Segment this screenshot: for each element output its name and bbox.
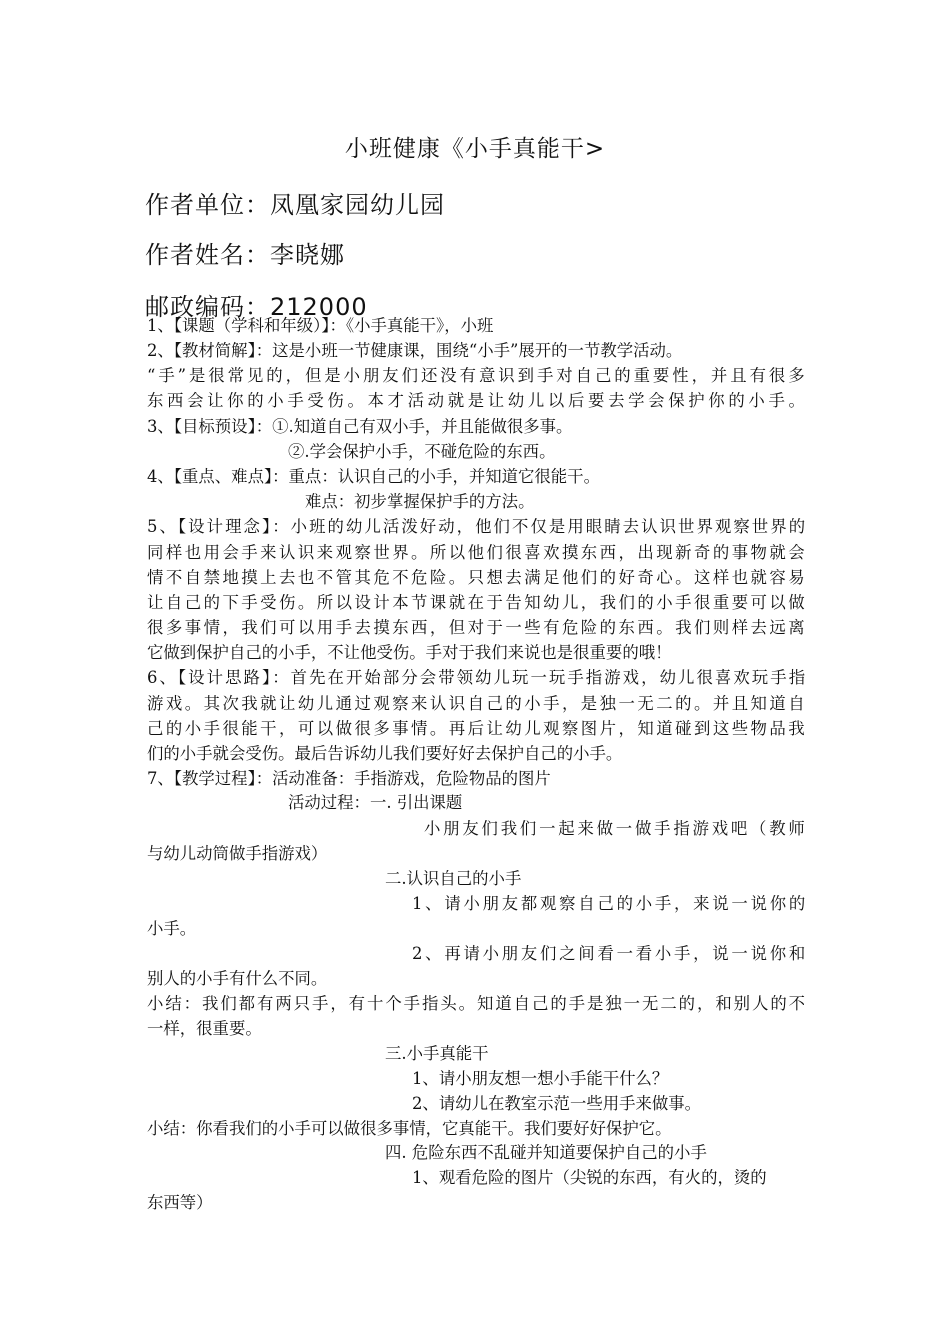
body-line: 2、再请小朋友们之间看一看小手，说一说你和	[412, 944, 808, 963]
page-title: 小班健康《小手真能干>	[344, 136, 606, 162]
body-line: 6、【设计思路】：首先在开始部分会带领幼儿玩一玩手指游戏，幼儿很喜欢玩手指	[147, 668, 808, 687]
body-line: 二.认识自己的小手	[385, 869, 522, 888]
body-line: 1、【课题（学科和年级）】：《小手真能干》，小班	[147, 316, 494, 335]
postal-code: 邮政编码：212000	[145, 293, 368, 321]
body-line: 2、请幼儿在教室示范一些用手来做事。	[412, 1094, 702, 1113]
body-line: 1、观看危险的图片（尖锐的东西，有火的，烫的	[412, 1168, 767, 1187]
body-line: 东西会让你的小手受伤。本才活动就是让幼儿以后要去学会保护你的小手。	[147, 391, 809, 410]
body-line: 很多事情，我们可以用手去摸东西，但对于一些有危险的东西。我们则样去远离	[147, 618, 808, 637]
body-line: 情不自禁地摸上去也不管其危不危险。只想去满足他们的好奇心。这样也就容易	[147, 568, 808, 587]
body-line: 己的小手很能干，可以做很多事情。再后让幼儿观察图片，知道碰到这些物品我	[147, 719, 808, 738]
body-line: 与幼儿动筒做手指游戏）	[147, 844, 328, 863]
body-line: 3、【目标预设】：①.知道自己有双小手，并且能做很多事。	[147, 417, 573, 436]
body-line: 4、【重点、难点】：重点：认识自己的小手，并知道它很能干。	[147, 467, 600, 486]
body-line: 游戏。其次我就让幼儿通过观察来认识自己的小手，是独一无二的。并且知道自	[147, 694, 808, 713]
body-line: 东西等）	[147, 1193, 213, 1212]
author-unit: 作者单位：凤凰家园幼儿园	[145, 191, 445, 219]
body-line: 2、【教材简解】：这是小班一节健康课，围绕“小手”展开的一节教学活动。	[147, 341, 683, 360]
body-line: ②.学会保护小手，不碰危险的东西。	[288, 442, 556, 461]
body-line: 别人的小手有什么不同。	[147, 969, 328, 988]
body-line: 1、请小朋友想一想小手能干什么？	[412, 1069, 669, 1088]
body-line: 三.小手真能干	[385, 1044, 489, 1063]
body-line: “手”是很常见的，但是小朋友们还没有意识到手对自己的重要性，并且有很多	[147, 366, 808, 385]
body-line: 小手。	[147, 919, 197, 938]
body-line: 们的小手就会受伤。最后告诉幼儿我们要好好去保护自己的小手。	[147, 744, 623, 763]
body-line: 小结：我们都有两只手，有十个手指头。知道自己的手是独一无二的，和别人的不	[147, 994, 808, 1013]
body-line: 同样也用会手来认识来观察世界。所以他们很喜欢摸东西，出现新奇的事物就会	[147, 543, 808, 562]
author-name: 作者姓名：李晓娜	[145, 241, 345, 269]
body-line: 它做到保护自己的小手，不让他受伤。手对于我们来说也是很重要的哦！	[147, 643, 672, 662]
body-line: 一样，很重要。	[147, 1019, 262, 1038]
body-line: 小朋友们我们一起来做一做手指游戏吧（教师	[424, 819, 808, 838]
body-line: 5、【设计理念】：小班的幼儿活泼好动，他们不仅是用眼睛去认识世界观察世界的	[147, 517, 808, 536]
body-line: 活动过程：一. 引出课题	[288, 793, 463, 812]
body-line: 小结：你看我们的小手可以做很多事情，它真能干。我们要好好保护它。	[147, 1119, 672, 1138]
body-line: 难点：初步掌握保护手的方法。	[305, 492, 535, 511]
body-line: 7、【教学过程】：活动准备：手指游戏，危险物品的图片	[147, 769, 551, 788]
body-line: 1、请小朋友都观察自己的小手，来说一说你的	[412, 894, 808, 913]
body-line: 让自己的下手受伤。所以设计本节课就在于告知幼儿，我们的小手很重要可以做	[147, 593, 808, 612]
body-line: 四. 危险东西不乱碰并知道要保护自己的小手	[385, 1143, 707, 1162]
